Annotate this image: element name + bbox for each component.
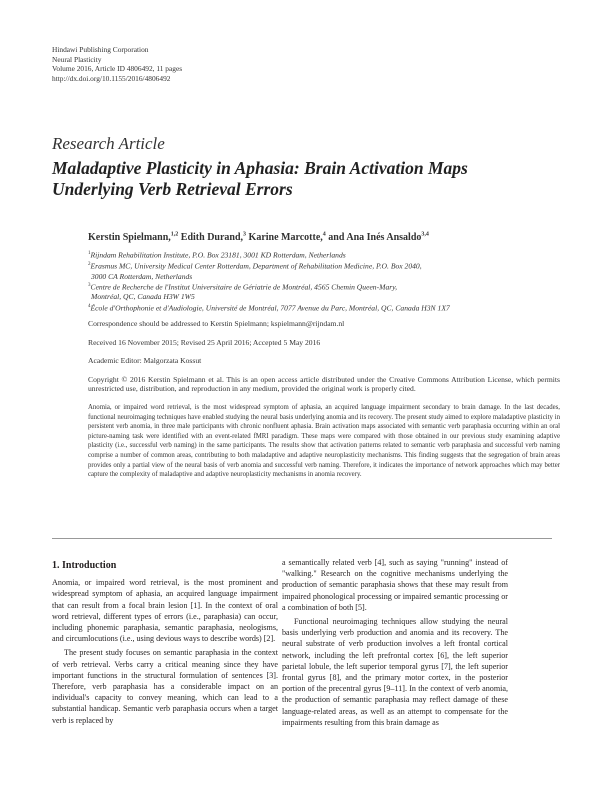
paper-title: Maladaptive Plasticity in Aphasia: Brain Activation Maps Underlying Verb Retrieval Errors	[52, 158, 468, 199]
front-matter	[88, 232, 560, 480]
volume-info: Volume 2016, Article ID 4806492, 11 pages	[52, 64, 183, 73]
correspondence: Correspondence should be addressed to Kerstin Spielmann; kspielmann@rijndam.nl	[88, 319, 345, 329]
academic-editor: Academic Editor: Malgorzata Kossut	[88, 356, 202, 366]
publisher: Hindawi Publishing Corporation	[52, 45, 149, 54]
running-header	[52, 45, 182, 83]
received-dates: Received 16 November 2015; Revised 25 April 2016; Accepted 5 May 2016	[88, 337, 321, 347]
affiliation: $^4$École d'Orthophonie et d'Audiologie, Université de Montréal, 7077 Avenue du Parc, Montréal, QC, Canada H3N 1X7	[88, 303, 450, 313]
abstract: Anomia, or impaired word retrieval, is the most widespread symptom of aphasia, an acquired language impairment secondary to brain damage. In the last decades, functional neuroimaging techniques have enabled studying the neural basis underlying anomia and its recovery. The present study aimed to explore maladaptive plasticity in persistent verb anomia, in three male participants with chronic nonfluent aphasia. Brain activation maps associated with semantic verb paraphasia occurring within an oral picture-naming task were identified with an event-related fMRI paradigm. These maps were compared with those obtained in our previous study examining adaptive plasticity (i.e., successful verb naming) in the same participants. The results show that activation patterns related to semantic verb paraphasia and successful verb naming comprise a number of common areas, contributing to both maladaptive and adaptive neuroplasticity mechanisms. This finding suggests that the segregation of brain areas provides only a partial view of the neural basis of verb anomia and successful verb naming. Therefore, it indicates the importance of network approaches which may better capture the complexity of maladaptive and adaptive neuroplasticity mechanisms in anomia recovery.	[88, 403, 560, 479]
section-divider	[52, 538, 552, 539]
body-paragraph: The present study focuses on semantic paraphasia in the context of verb retrieval. Verbs carry a critical meaning since they have important functions in the structural formulation of sentences [3]. Therefore, verb paraphasia has a considerable impact on an individual's capacity to convey meaning, which can lead to a substantial handicap. Semantic verb paraphasia occurs when a target verb is replaced by	[52, 648, 278, 725]
body-paragraph: Anomia, or impaired word retrieval, is the most prominent and widespread symptom of aphasia, an acquired language impairment that can result from a focal brain lesion [1]. In the context of oral word retrieval, different types of errors (i.e., paraphasia) can occur, including phonemic paraphasia, semantic paraphasia, neologisms, and circumlocutions (i.e., using devious ways to describe words) [2].	[52, 578, 278, 644]
author: Edith Durand,$^3$	[178, 232, 247, 244]
author-list	[88, 232, 560, 243]
copyright-notice: Copyright © 2016 Kerstin Spielmann et al. This is an open access article distributed under the Creative Commons Attribution License, which permits unrestricted use, distribution, and reproduction in any medium, provided the original work is properly cited.	[88, 374, 560, 394]
article-type: Research Article	[52, 134, 165, 153]
author: Kerstin Spielmann,$^{1,2}$	[88, 232, 179, 244]
author: Karine Marcotte,$^4$	[246, 232, 326, 244]
journal-name: Neural Plasticity	[52, 54, 102, 64]
left-column	[52, 560, 278, 726]
author: and Ana Inés Ansaldo$^{3,4}$	[325, 232, 429, 244]
right-column	[282, 557, 508, 728]
body-paragraph: Functional neuroimaging techniques allow studying the neural basis underlying verb production and anomia and its recovery. The neural substrate of verb production involves a left frontal cortical network, including the left prefrontal cortex [6], the left superior parietal lobule, the left superior temporal gyrus [7], the left superior frontal gyrus [8], and the primary motor cortex, in the posterior portion of the precentral gyrus [9–11]. In the context of verb anomia, the production of semantic paraphasia may reflect damage of these language-related areas, as well as an attempt to compensate for the impairments resulting from this brain damage as	[282, 617, 508, 727]
section-heading: 1. Introduction	[52, 560, 117, 571]
body-paragraph: a semantically related verb [4], such as saying "running" instead of "walking." Research on the cognitive mechanisms underlying the production of semantic paraphasia shows that these may result from impaired phonological processing or impaired semantic processing or a combination of both [5].	[282, 558, 508, 612]
affiliation: $^3$Centre de Recherche de l'Institut Universitaire de Gériatrie de Montréal, 4565 Chemin Queen-Mary, Montréal, QC, Canada H3W 1W5	[88, 282, 398, 302]
affiliation: $^1$Rijndam Rehabilitation Institute, P.O. Box 23181, 3001 KD Rotterdam, Netherlands	[88, 250, 346, 260]
affiliation: $^2$Erasmus MC, University Medical Center Rotterdam, Department of Rehabilitation Medicine, P.O. Box 2040, 3000 CA Rotterdam, Netherlands	[88, 261, 422, 281]
doi-link[interactable]: http://dx.doi.org/10.1155/2016/4806492	[52, 73, 171, 83]
